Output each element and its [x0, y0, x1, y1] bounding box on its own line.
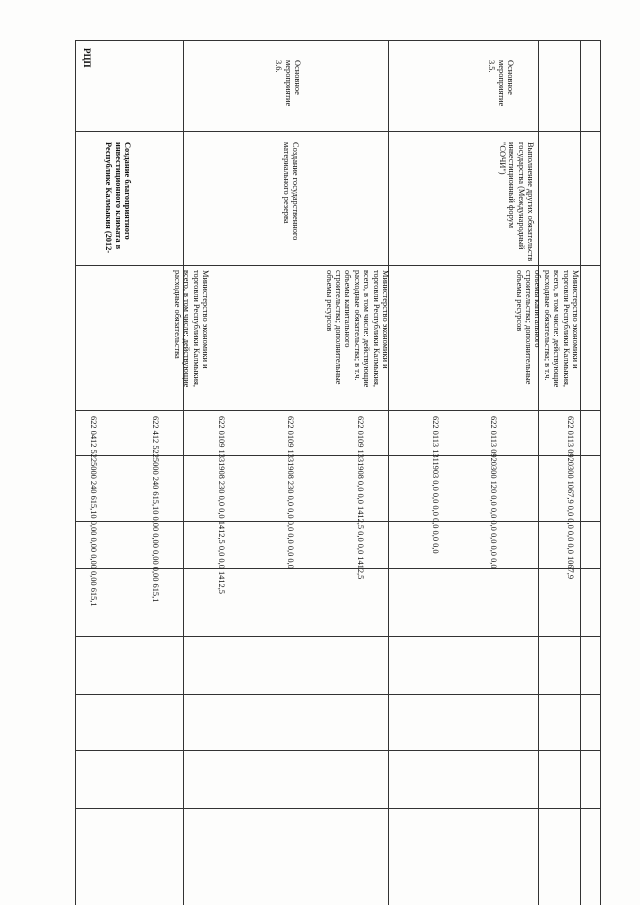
- row-border: [75, 636, 600, 637]
- column-border: [580, 40, 581, 905]
- measure-description: Создание государственного материального резерва: [281, 142, 300, 241]
- row-border: [75, 131, 600, 132]
- measure-title: Основное мероприятие 3.6.: [274, 60, 302, 107]
- data-row: 622 0109 1331908 0,0 0,0 1412,5 0,0 0,0 1412,5: [356, 416, 365, 580]
- data-row: 622 0412 5225000 240 615,10 0,00 0,00 0,00 0,00 615,1: [89, 416, 98, 607]
- column-border: [538, 40, 539, 905]
- row-border: [75, 410, 600, 411]
- row-border: [75, 808, 600, 809]
- data-row: 622 0113 1311903 0,0 0,0 0,0 0,0 0,0 0,0: [431, 416, 440, 554]
- row-border: [75, 265, 600, 266]
- data-row: 622 0109 1331908 230 0,0 0,0 1412,5 0,0 0,0 1412,5: [217, 416, 226, 594]
- executor-cell: Министерство экономики и торговли Республики Калмыкия, всего, в том числе: действующие расходные обязательства: [172, 270, 210, 388]
- row-border: [75, 750, 600, 751]
- column-border: [75, 40, 76, 905]
- column-border: [388, 40, 389, 905]
- program-title: РЦП: [82, 48, 92, 68]
- measure-title: Основное мероприятие 3.5.: [487, 60, 515, 107]
- executor-cell: Министерство экономики и торговли Республики Калмыкия, всего, в том числе: действующие расходные обязательства; в т.ч. объемы капитального строительства; дополнительные объемы ресурсов: [324, 270, 390, 388]
- data-row: 622 0113 0920300 120 0,0 0,0 0,0 0,0 0,0 0,0: [489, 416, 498, 569]
- data-row: 622 412 5225000 240 615,10 0,00 0,00 0,00 0,00 615,1: [151, 416, 160, 603]
- header-border: [75, 40, 600, 41]
- column-border: [183, 40, 184, 905]
- executor-cell: Министерство экономики и торговли Республики Калмыкия, всего, в том числе: действующие расходные обязательства; в т.ч. объемы капитального строительства; дополнительные объемы ресурсов: [514, 270, 580, 388]
- data-row: 622 0109 1331908 230 0,0 0,0 0,0 0,0 0,0 0,0: [286, 416, 295, 569]
- row-border: [75, 694, 600, 695]
- column-border: [600, 40, 601, 905]
- measure-description: Выполнение других обязательств государства (Международный инвестиционный форум "СОЧИ"): [497, 142, 535, 262]
- data-row: 622 0113 0920300 1067,9 0,0 0,0 0,0 0,0 1067,9: [566, 416, 575, 580]
- program-title: Создание благоприятного инвестиционного климата в Республике Калмыкия (2012-: [104, 142, 132, 254]
